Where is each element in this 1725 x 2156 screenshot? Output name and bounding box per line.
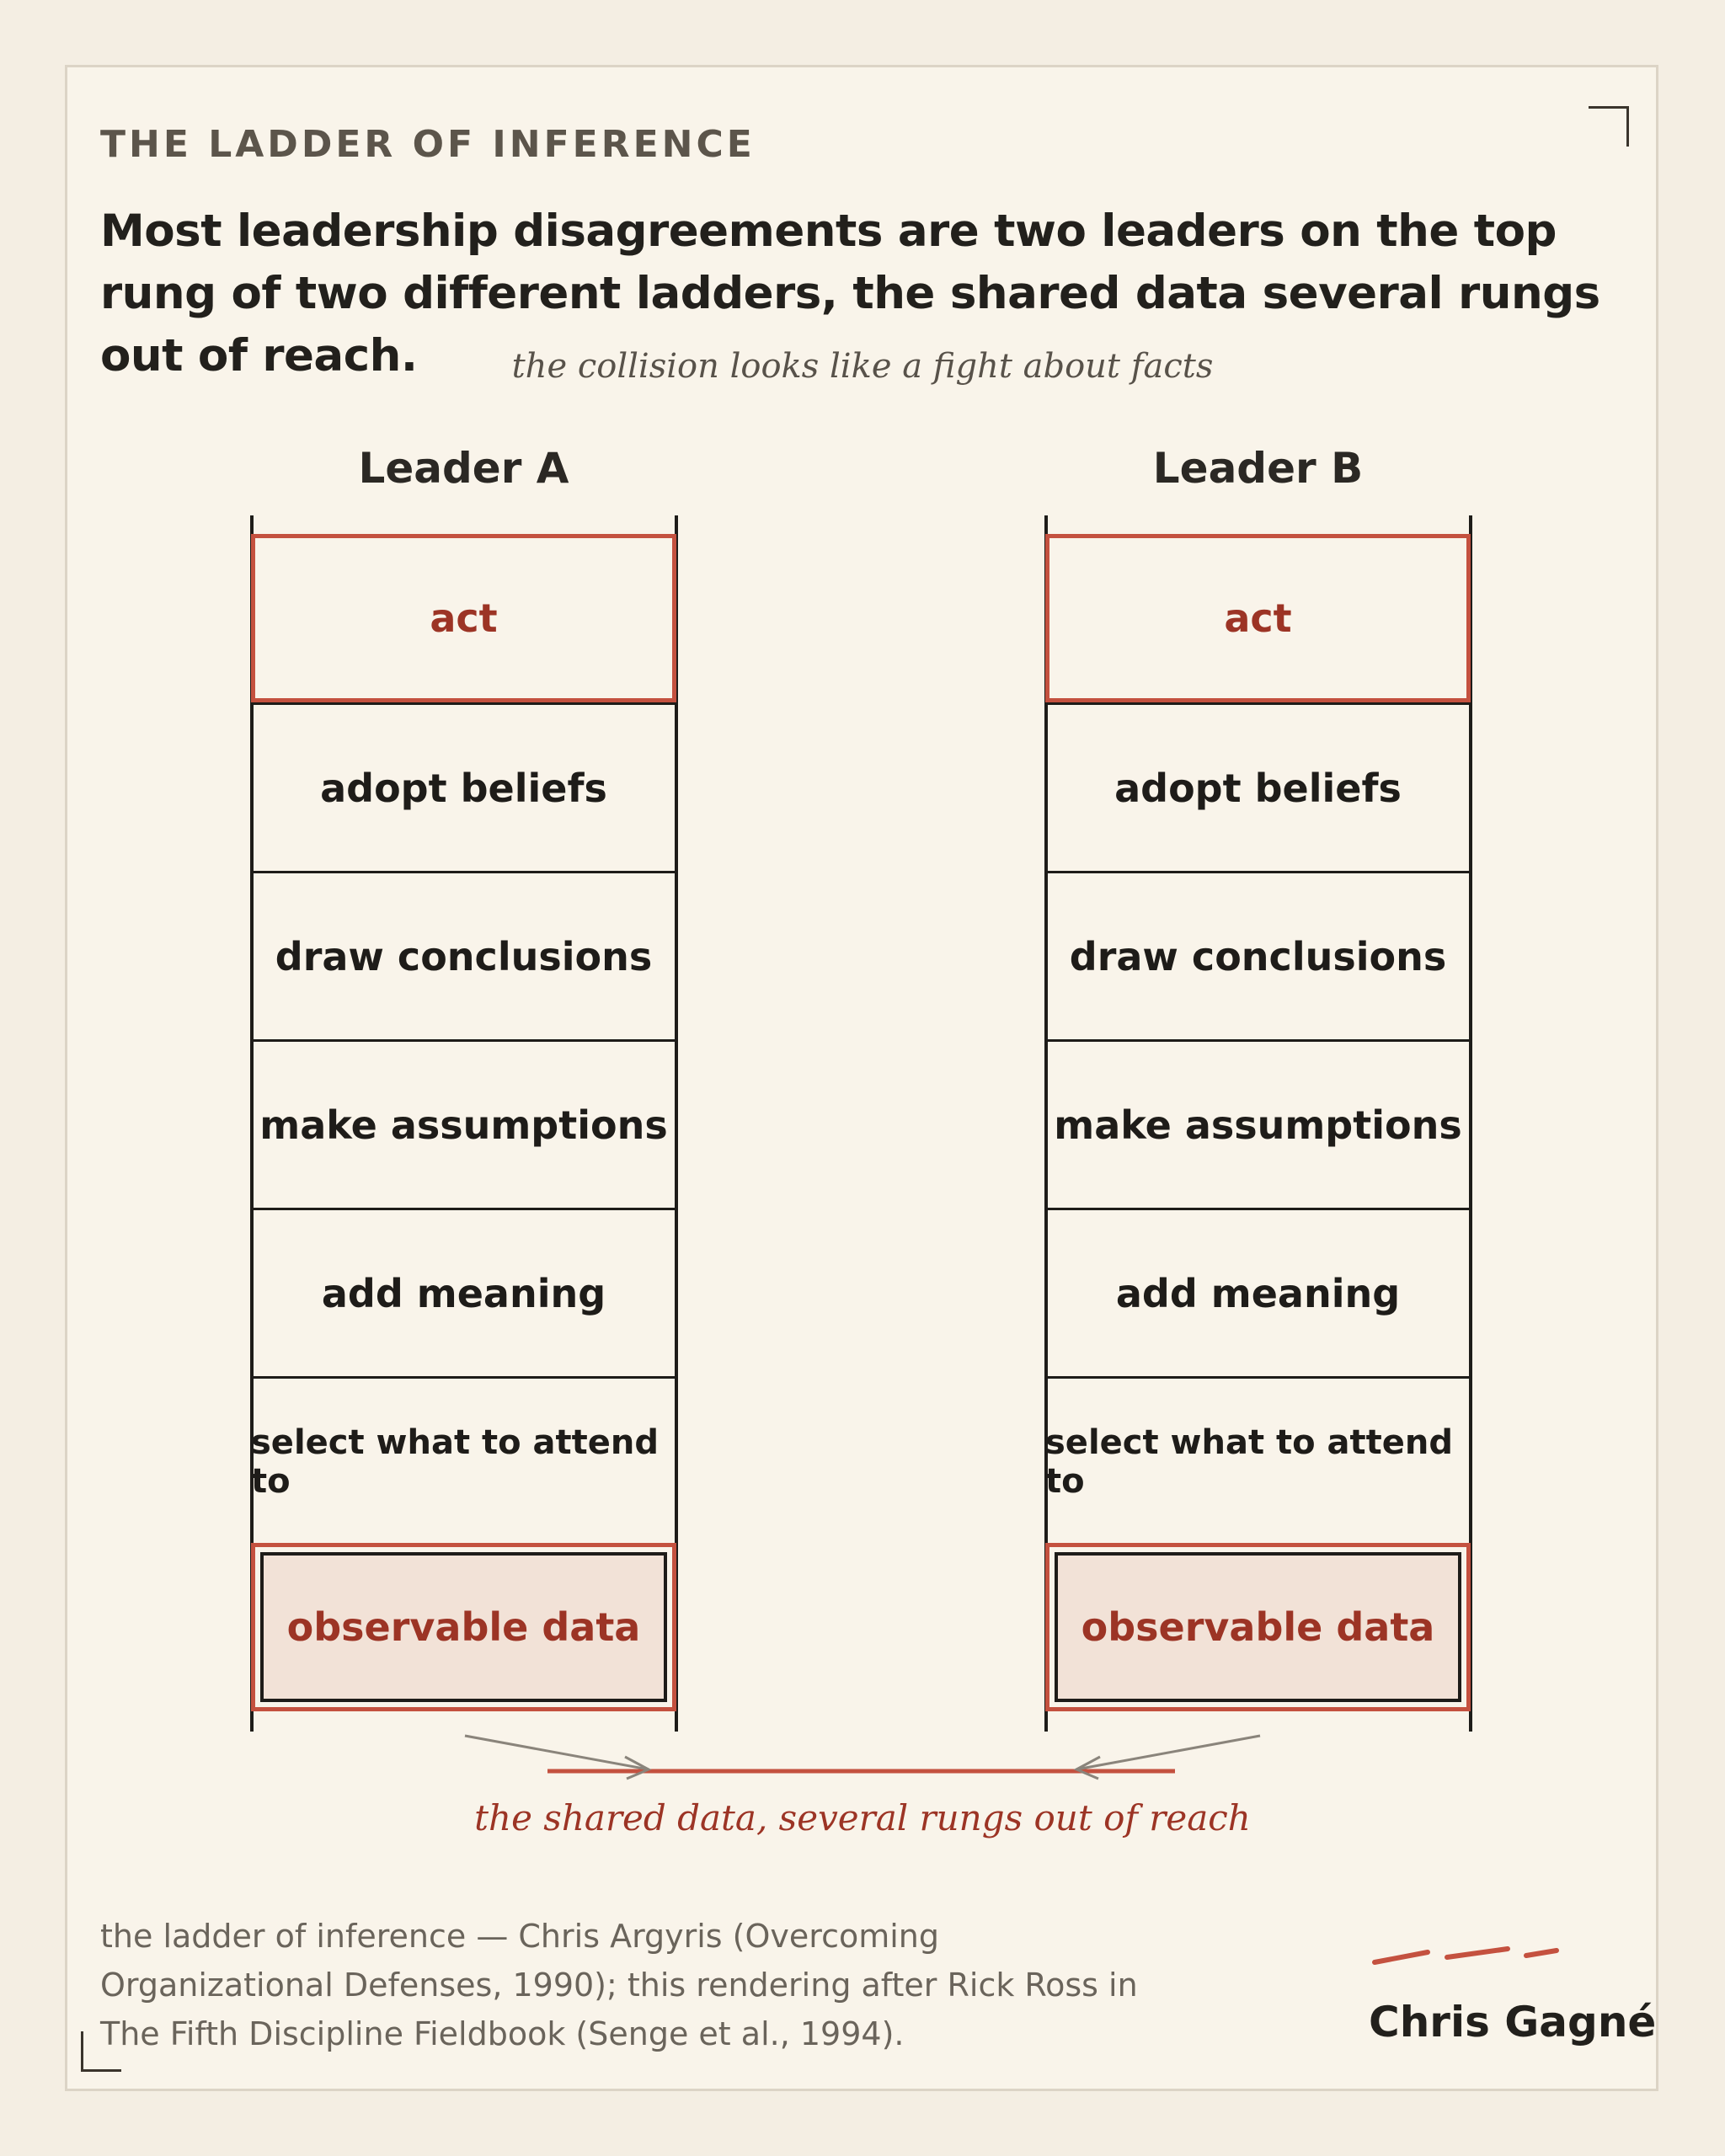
- ladder-a-title: Leader A: [358, 444, 569, 493]
- eyebrow: THE LADDER OF INFERENCE: [100, 123, 756, 166]
- ladder-a-rung-draw-conclusions: draw conclusions: [251, 871, 676, 1039]
- ladder-b-rung-make-assumptions: make assumptions: [1045, 1039, 1471, 1208]
- ladder-b-rung-adopt-beliefs: adopt beliefs: [1045, 702, 1471, 871]
- credit: the ladder of inference — Chris Argyris (Overcoming Organizational Defenses, 1990); this rendering after Rick Ross in The Fifth Discipline Fieldbook (Senge et al., 1994).: [100, 1918, 1138, 2052]
- ladder-b-rung-act: act: [1045, 534, 1471, 702]
- subnote: the collision looks like a fight about facts: [511, 347, 1214, 386]
- arrow-b-shaft: [1076, 1736, 1260, 1769]
- ladder-b-observable-data-label: observable data: [1081, 1604, 1435, 1650]
- ladder-b-rung-add-meaning: add meaning: [1045, 1208, 1471, 1376]
- ladder-a-observable-data-label: observable data: [286, 1604, 641, 1650]
- ladder-b-title: Leader B: [1152, 444, 1364, 493]
- ladder-a-rung-add-meaning: add meaning: [251, 1208, 676, 1376]
- ladder-a-rung-select: select what to attend to: [251, 1376, 676, 1545]
- ladder-b-rung-draw-conclusions: draw conclusions: [1045, 871, 1471, 1039]
- signature-dashes-icon: [1375, 1949, 1557, 1962]
- arrow-a-shaft: [465, 1736, 649, 1769]
- ladder-a-rung-make-assumptions: make assumptions: [251, 1039, 676, 1208]
- author-name: Chris Gagné: [1369, 1998, 1657, 2047]
- ladder-a-rung-act: act: [251, 534, 676, 702]
- ladder-a-rung-adopt-beliefs: adopt beliefs: [251, 702, 676, 871]
- headline: Most leadership disagreements are two leaders on the top rung of two different ladders, the shared data several rungs out of reach.: [100, 205, 1600, 382]
- shared-data-caption: the shared data, several rungs out of reach: [474, 1797, 1251, 1838]
- ladder-b-rung-select: select what to attend to: [1045, 1376, 1471, 1545]
